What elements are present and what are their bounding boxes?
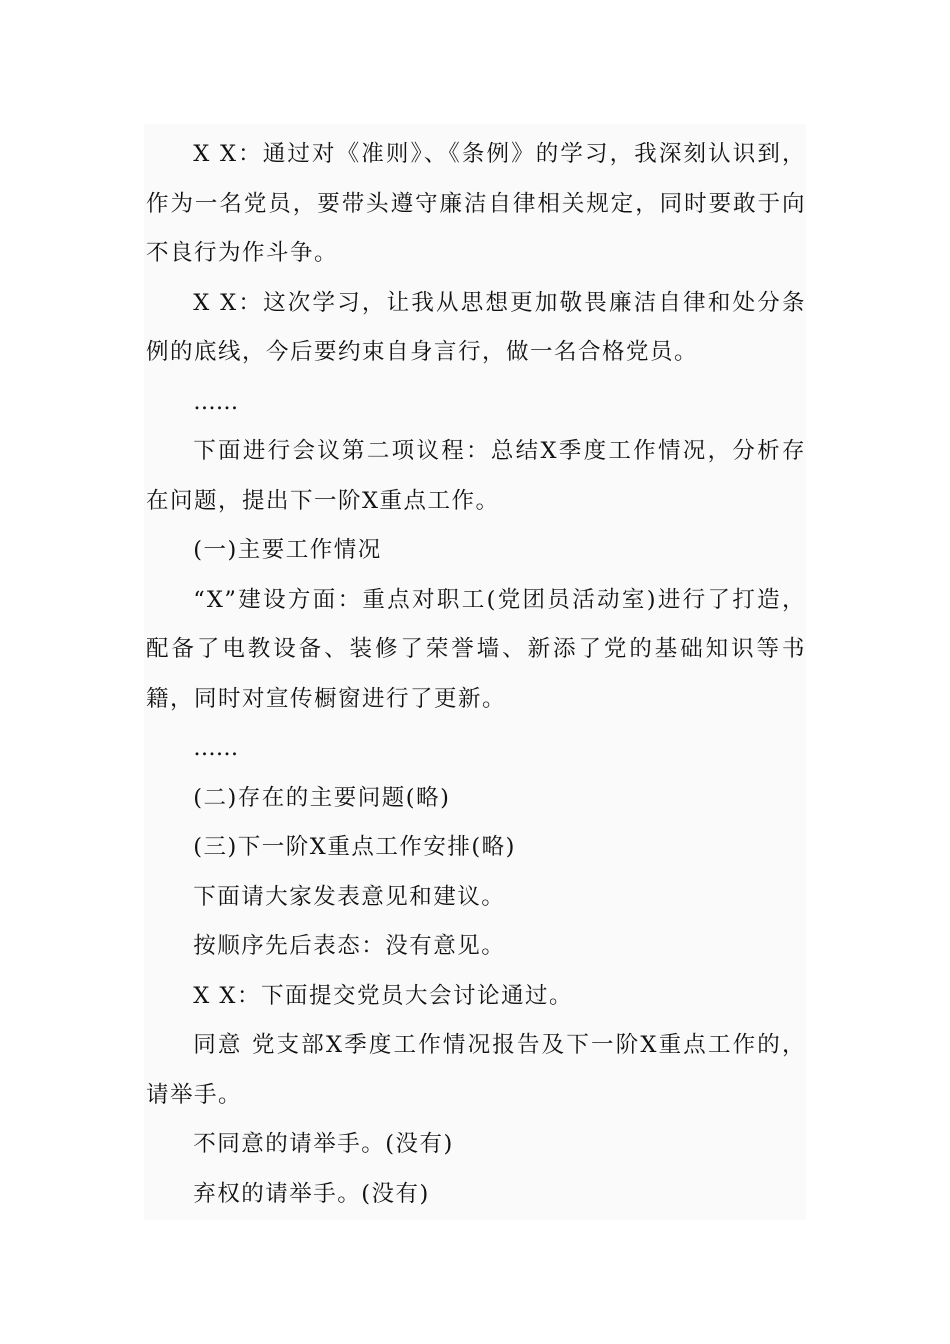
paragraph-ellipsis-1: …… (193, 388, 239, 415)
paragraph-2: X X：这次学习，让我从思想更加敬畏廉洁自律和处分条例的底线，今后要约束自身言行，做一名合格党员。 (146, 289, 806, 365)
paragraph-vote-abstain: 弃权的请举手。(没有) (193, 1180, 430, 1207)
section-heading-problems: (二)存在的主要问题(略) (193, 784, 451, 811)
section-heading-next-work: (三)下一阶X重点工作安排(略) (193, 834, 516, 860)
paragraph-vote-disagree: 不同意的请举手。(没有) (193, 1131, 454, 1157)
paragraph-submit-vote: X X：下面提交党员大会讨论通过。 (193, 982, 573, 1009)
document-body (146, 130, 806, 1219)
paragraph-construction: “X”建设方面：重点对职工(党团员活动室)进行了打造，配备了电教设备、装修了荣誉墙、新添了党的基础知识等书籍，同时对宣传橱窗进行了更新。 (146, 586, 806, 712)
section-heading-main-work: (一)主要工作情况 (193, 537, 382, 563)
paragraph-agenda-item-2: 下面进行会议第二项议程：总结X季度工作情况，分析存在问题，提出下一阶X重点工作。 (146, 438, 806, 514)
paragraph-1: X X：通过对《准则》、《条例》的学习，我深刻认识到，作为一名党员，要带头遵守廉洁自律相关规定，同时要敢于向不良行为作斗争。 (146, 141, 806, 266)
paragraph-invite-opinions: 下面请大家发表意见和建议。 (193, 883, 506, 910)
paragraph-ellipsis-2: …… (193, 735, 239, 761)
paragraph-vote-agree: 同意 党支部X季度工作情况报告及下一阶X重点工作的，请举手。 (146, 1032, 806, 1108)
paragraph-statements: 按顺序先后表态：没有意见。 (193, 933, 506, 959)
